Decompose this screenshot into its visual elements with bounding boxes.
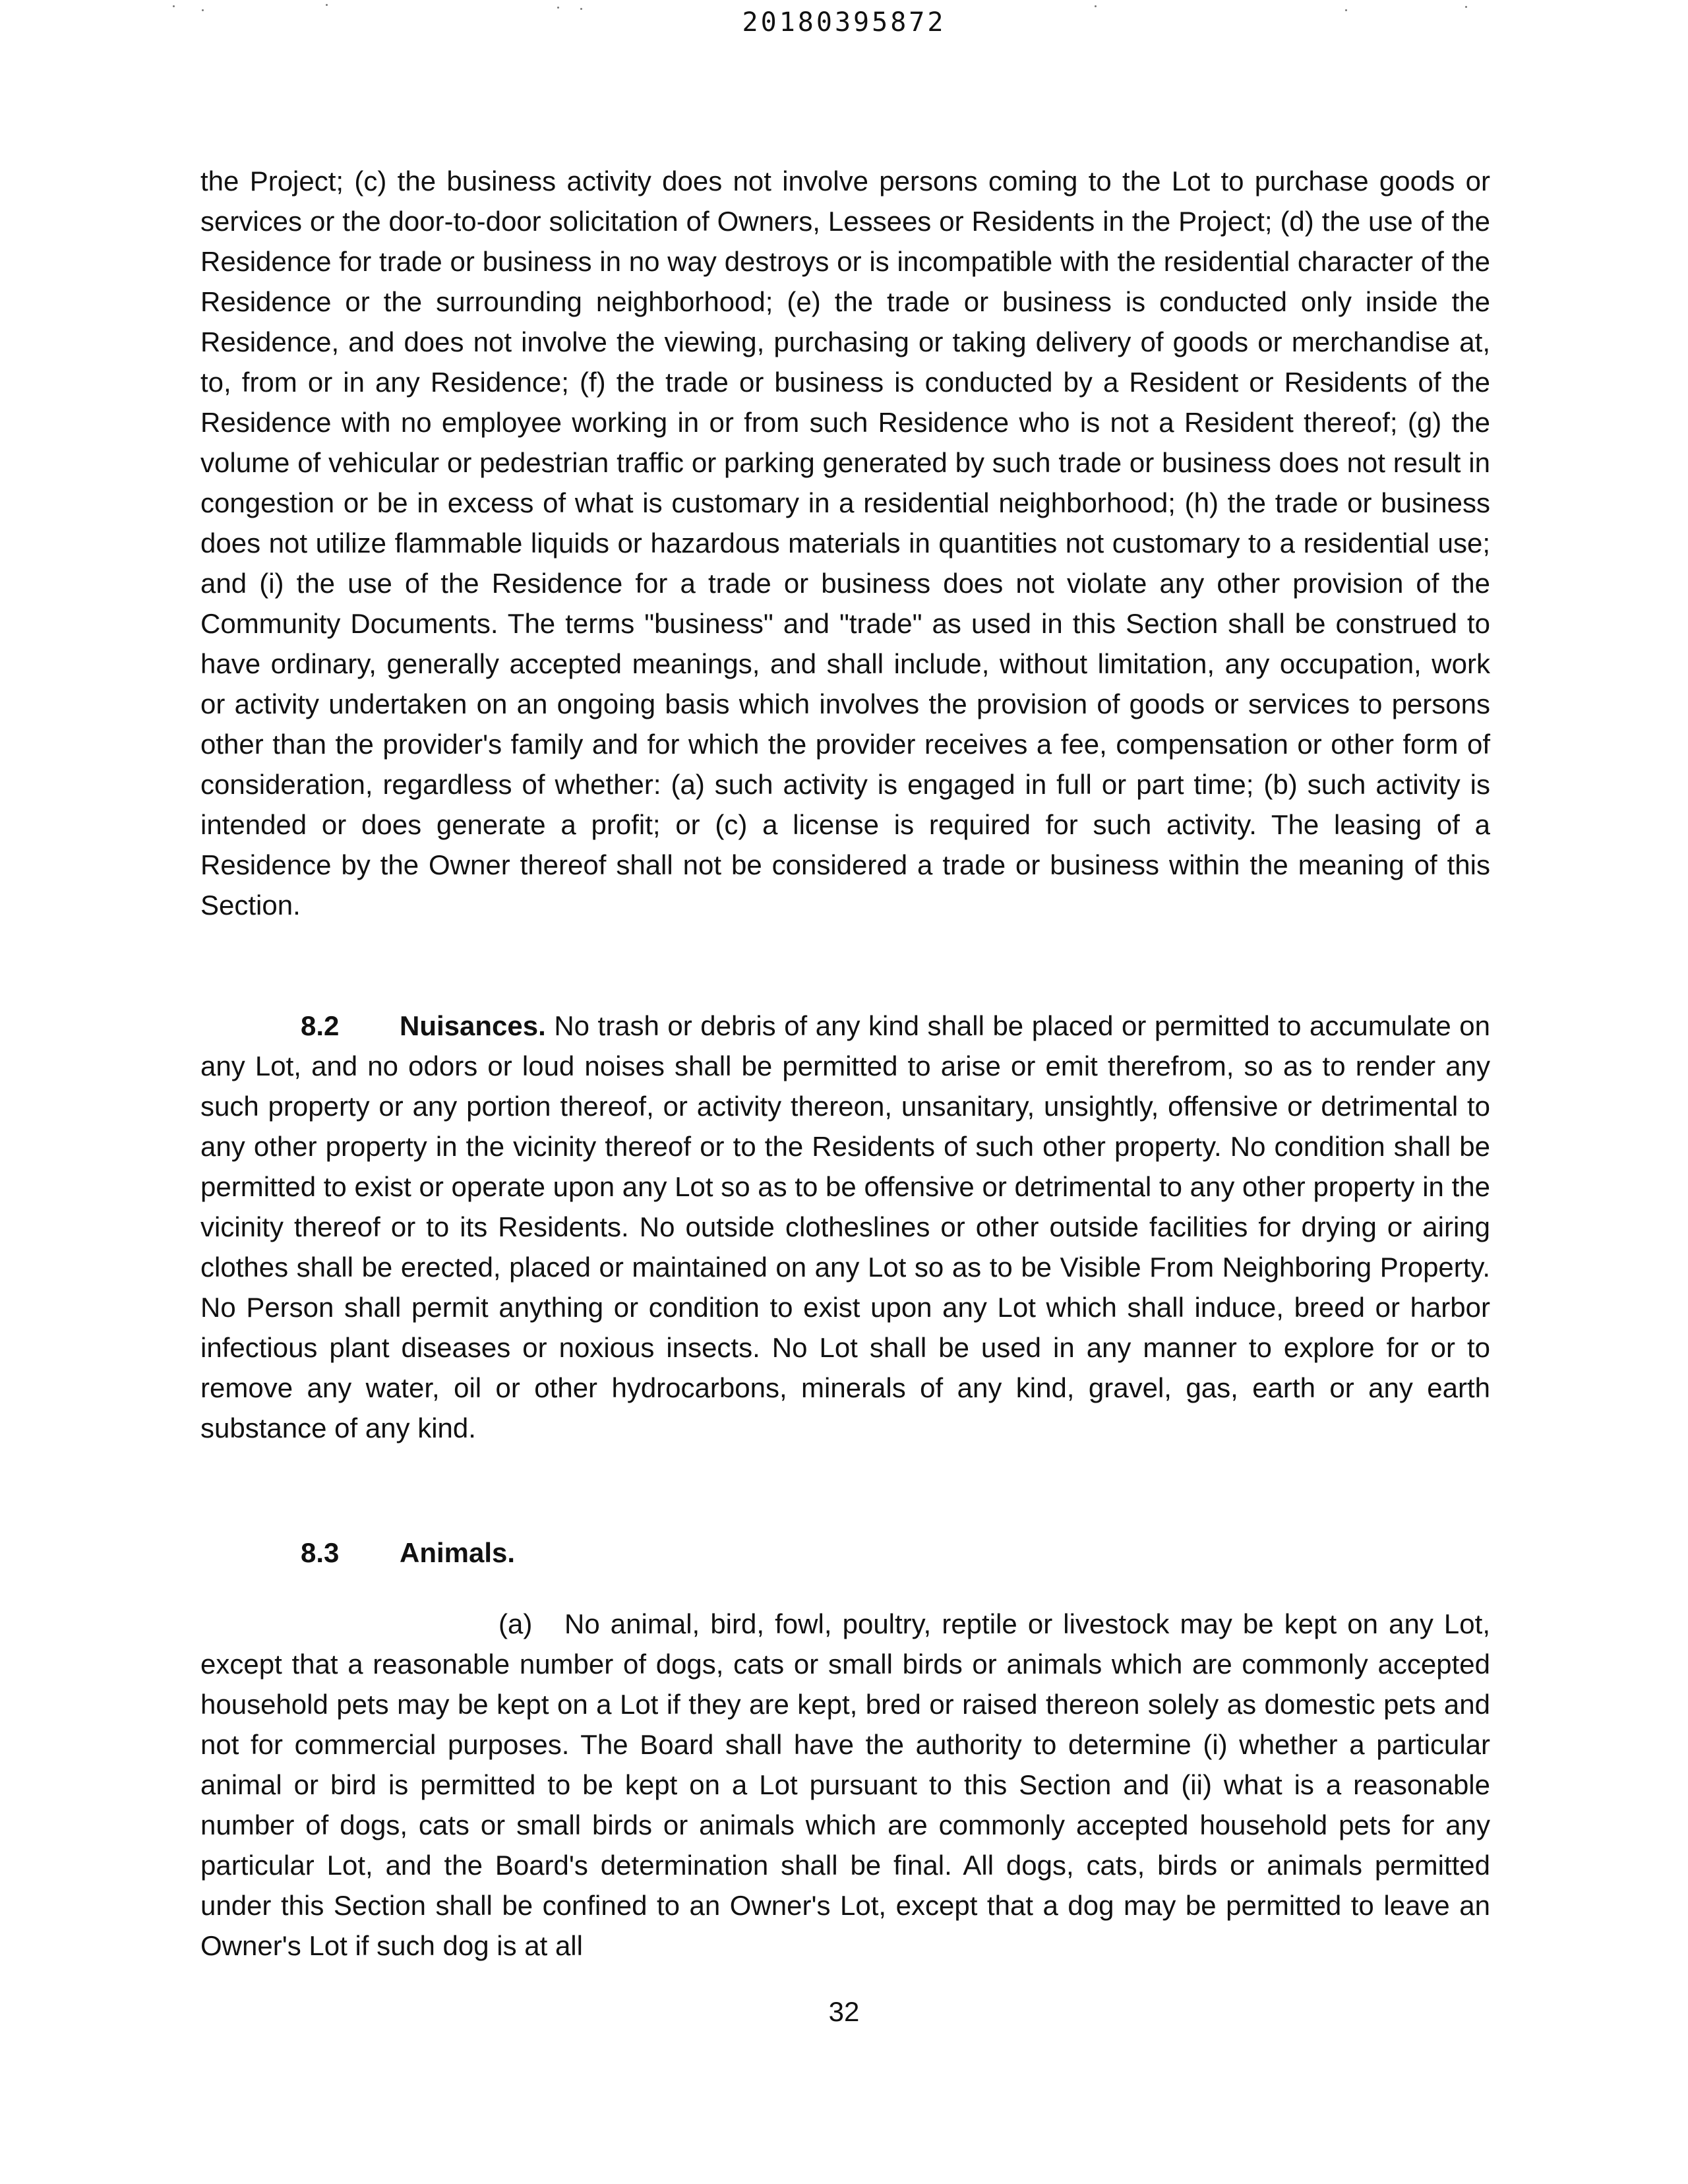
section-8-2-paragraph bbox=[200, 1006, 1490, 1448]
section-number: 8.3 bbox=[301, 1537, 340, 1568]
section-title: Nuisances. bbox=[400, 1010, 546, 1041]
section-title: Animals. bbox=[400, 1537, 516, 1568]
paragraph-continuation: the Project; (c) the business activity does not involve persons coming to the Lot to purchase goods or services or the door-to-door solicitation of Owners, Lessees or Residents in the Project; (d) the use of the Residence for trade or business in no way destroys or is incompatible with the residential character of the Residence or the surrounding neighborhood; (e) the trade or business is conducted only inside the Residence, and does not involve the viewing, purchasing or taking delivery of goods or merchandise at, to, from or in any Residence; (f) the trade or business is conducted by a Resident or Residents of the Residence with no employee working in or from such Residence who is not a Resident thereof; (g) the volume of vehicular or pedestrian traffic or parking generated by such trade or business does not result in congestion or be in excess of what is customary in a residential neighborhood; (h) the trade or business does not utilize flammable liquids or hazardous materials in quantities not customary to a residential use; and (i) the use of the Residence for a trade or business does not violate any other provision of the Community Documents. The terms "business" and "trade" as used in this Section shall be construed to have ordinary, generally accepted meanings, and shall include, without limitation, any occupation, work or activity undertaken on an ongoing basis which involves the provision of goods or services to persons other than the provider's family and for which the provider receives a fee, compensation or other form of consideration, regardless of whether: (a) such activity is engaged in full or part time; (b) such activity is intended or does generate a profit; or (c) a license is required for such activity. The leasing of a Residence by the Owner thereof shall not be considered a trade or business within the meaning of this Section. bbox=[200, 166, 1490, 921]
document-number: 20180395872 bbox=[742, 7, 946, 38]
subsection-label: (a) bbox=[498, 1608, 533, 1639]
subsection-body-text: No animal, bird, fowl, poultry, reptile or livestock may be kept on any Lot, except that a reasonable number of dogs, cats or small birds or animals which are commonly accepted household pets may be kept on a Lot if they are kept, bred or raised thereon solely as domestic pets and not for commercial purposes. The Board shall have the authority to determine (i) whether a particular animal or bird is permitted to be kept on a Lot pursuant to this Section and (ii) what is a reasonable number of dogs, cats or small birds or animals which are commonly accepted household pets for any particular Lot, and the Board's determination shall be final. All dogs, cats, birds or animals permitted under this Section shall be confined to an Owner's Lot, except that a dog may be permitted to leave an Owner's Lot if such dog is at all bbox=[200, 1608, 1490, 1961]
section-body-text: No trash or debris of any kind shall be placed or permitted to accumulate on any Lot, and no odors or loud noises shall be permitted to arise or emit therefrom, so as to render any such property or any portion thereof, or activity thereon, unsanitary, unsightly, offensive or detrimental to any other property in the vicinity thereof or to the Residents of such other property. No condition shall be permitted to exist or operate upon any Lot so as to be offensive or detrimental to any other property in the vicinity thereof or to its Residents. No outside clotheslines or other outside facilities for drying or airing clothes shall be erected, placed or maintained on any Lot so as to be Visible From Neighboring Property. No Person shall permit anything or condition to exist upon any Lot which shall induce, breed or harbor infectious plant diseases or noxious insects. No Lot shall be used in any manner to explore for or to remove any water, oil or other hydrocarbons, minerals of any kind, gravel, gas, earth or any earth substance of any kind. bbox=[200, 1010, 1491, 1443]
section-number: 8.2 bbox=[301, 1010, 340, 1041]
page-number: 32 bbox=[828, 1996, 860, 2027]
subsection-a-paragraph bbox=[200, 1604, 1490, 1966]
section-8-3-heading bbox=[200, 1532, 1490, 1573]
